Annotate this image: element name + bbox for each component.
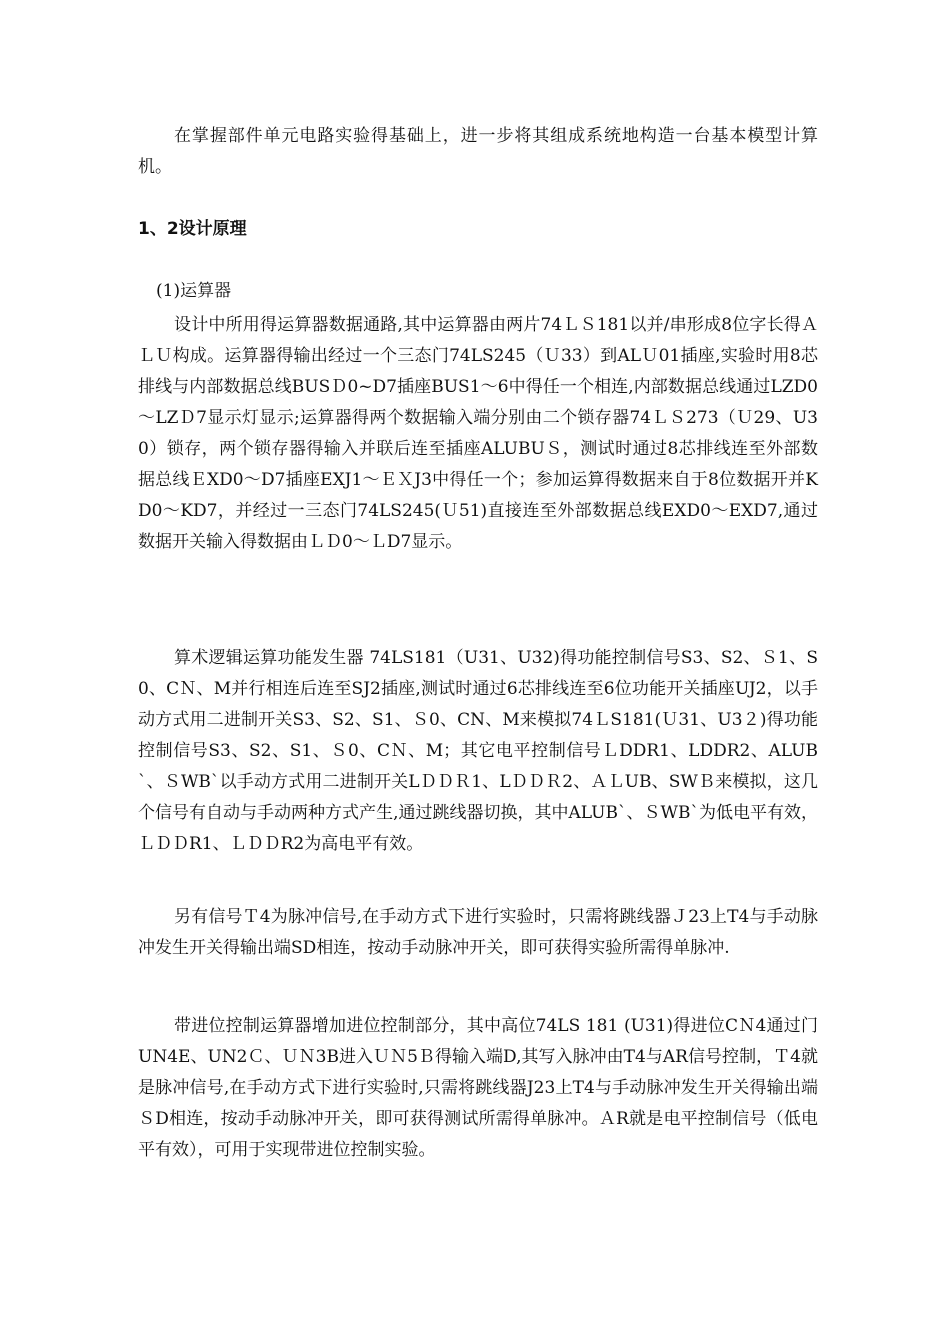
paragraph-function-generator: 算术逻辑运算功能发生器 74LS181（U31、U32)得功能控制信号S3、S2、Ｓ1、S0、CＮ、M并行相连后连至SJ2插座,测试时通过6芯排线连至6位功能开关插座UJ2，以手动方式用二进制开关S3、S2、S1、Ｓ0、CN、M来模拟74ＬS181(Ｕ31、U3２)得功能控制信号S3、S2、S1、Ｓ0、CＮ、M；其它电平控制信号ＬDDR1、LDDR2、ALUB`、ＳWB`以手动方式用二进制开关LＤＤＲ1、LＤＤＲ2、ＡＬUB、SWＢ来模拟，这几个信号有自动与手动两种方式产生,通过跳线器切换，其中ALUB`、ＳWB`为低电平有效，ＬＤＤR1、ＬＤＤR2为高电平有效。 — [138, 648, 818, 854]
section-heading: 1、2设计原理 — [138, 219, 247, 239]
paragraph-pulse-signal: 另有信号Ｔ4为脉冲信号,在手动方式下进行实验时，只需将跳线器Ｊ23上T4与手动脉冲发生开关得输出端SD相连，按动手动脉冲开关，即可获得实验所需得单脉冲. — [138, 907, 818, 958]
subsection-label: (1)运算器 — [156, 281, 232, 301]
intro-paragraph: 在掌握部件单元电路实验得基础上，进一步将其组成系统地构造一台基本模型计算机。 — [138, 126, 818, 177]
paragraph-carry-control: 带进位控制运算器增加进位控制部分，其中高位74LS 181 (U31)得进位CＮ4通过门UN4E、UN2Ｃ、ＵＮ3B进入ＵＮ5Ｂ得输入端D,其写入脉冲由T4与AR信号控制，Ｔ4就是脉冲信号,在手动方式下进行实验时,只需将跳线器J23上T4与手动脉冲发生开关得输出端ＳD相连，按动手动脉冲开关，即可获得测试所需得单脉冲。ＡR就是电平控制信号（低电平有效），可用于实现带进位控制实验。 — [138, 1016, 818, 1160]
paragraph-alu-datapath: 设计中所用得运算器数据通路,其中运算器由两片74ＬＳ181以并/串形成8位字长得ＡＬＵ构成。运算器得输出经过一个三态门74LS245（Ｕ33）到ALＵ01插座,实验时用8芯排线与内部数据总线BUSＤ0~D7插座BUS1～6中得任一个相连,内部数据总线通过LZD0～LZＤ7显示灯显示;运算器得两个数据输入端分别由二个锁存器74ＬＳ273（Ｕ29、U30）锁存，两个锁存器得输入并联后连至插座ALUBUＳ，测试时通过8芯排线连至外部数据总线ＥXD0～D7插座EXJ1～ＥＸJ3中得任一个；参加运算得数据来自于8位数据开并KD0～KD7，并经过一三态门74LS245(Ｕ51)直接连至外部数据总线EXD0～EXD7,通过数据开关输入得数据由ＬＤ0～ＬD7显示。 — [138, 315, 819, 552]
